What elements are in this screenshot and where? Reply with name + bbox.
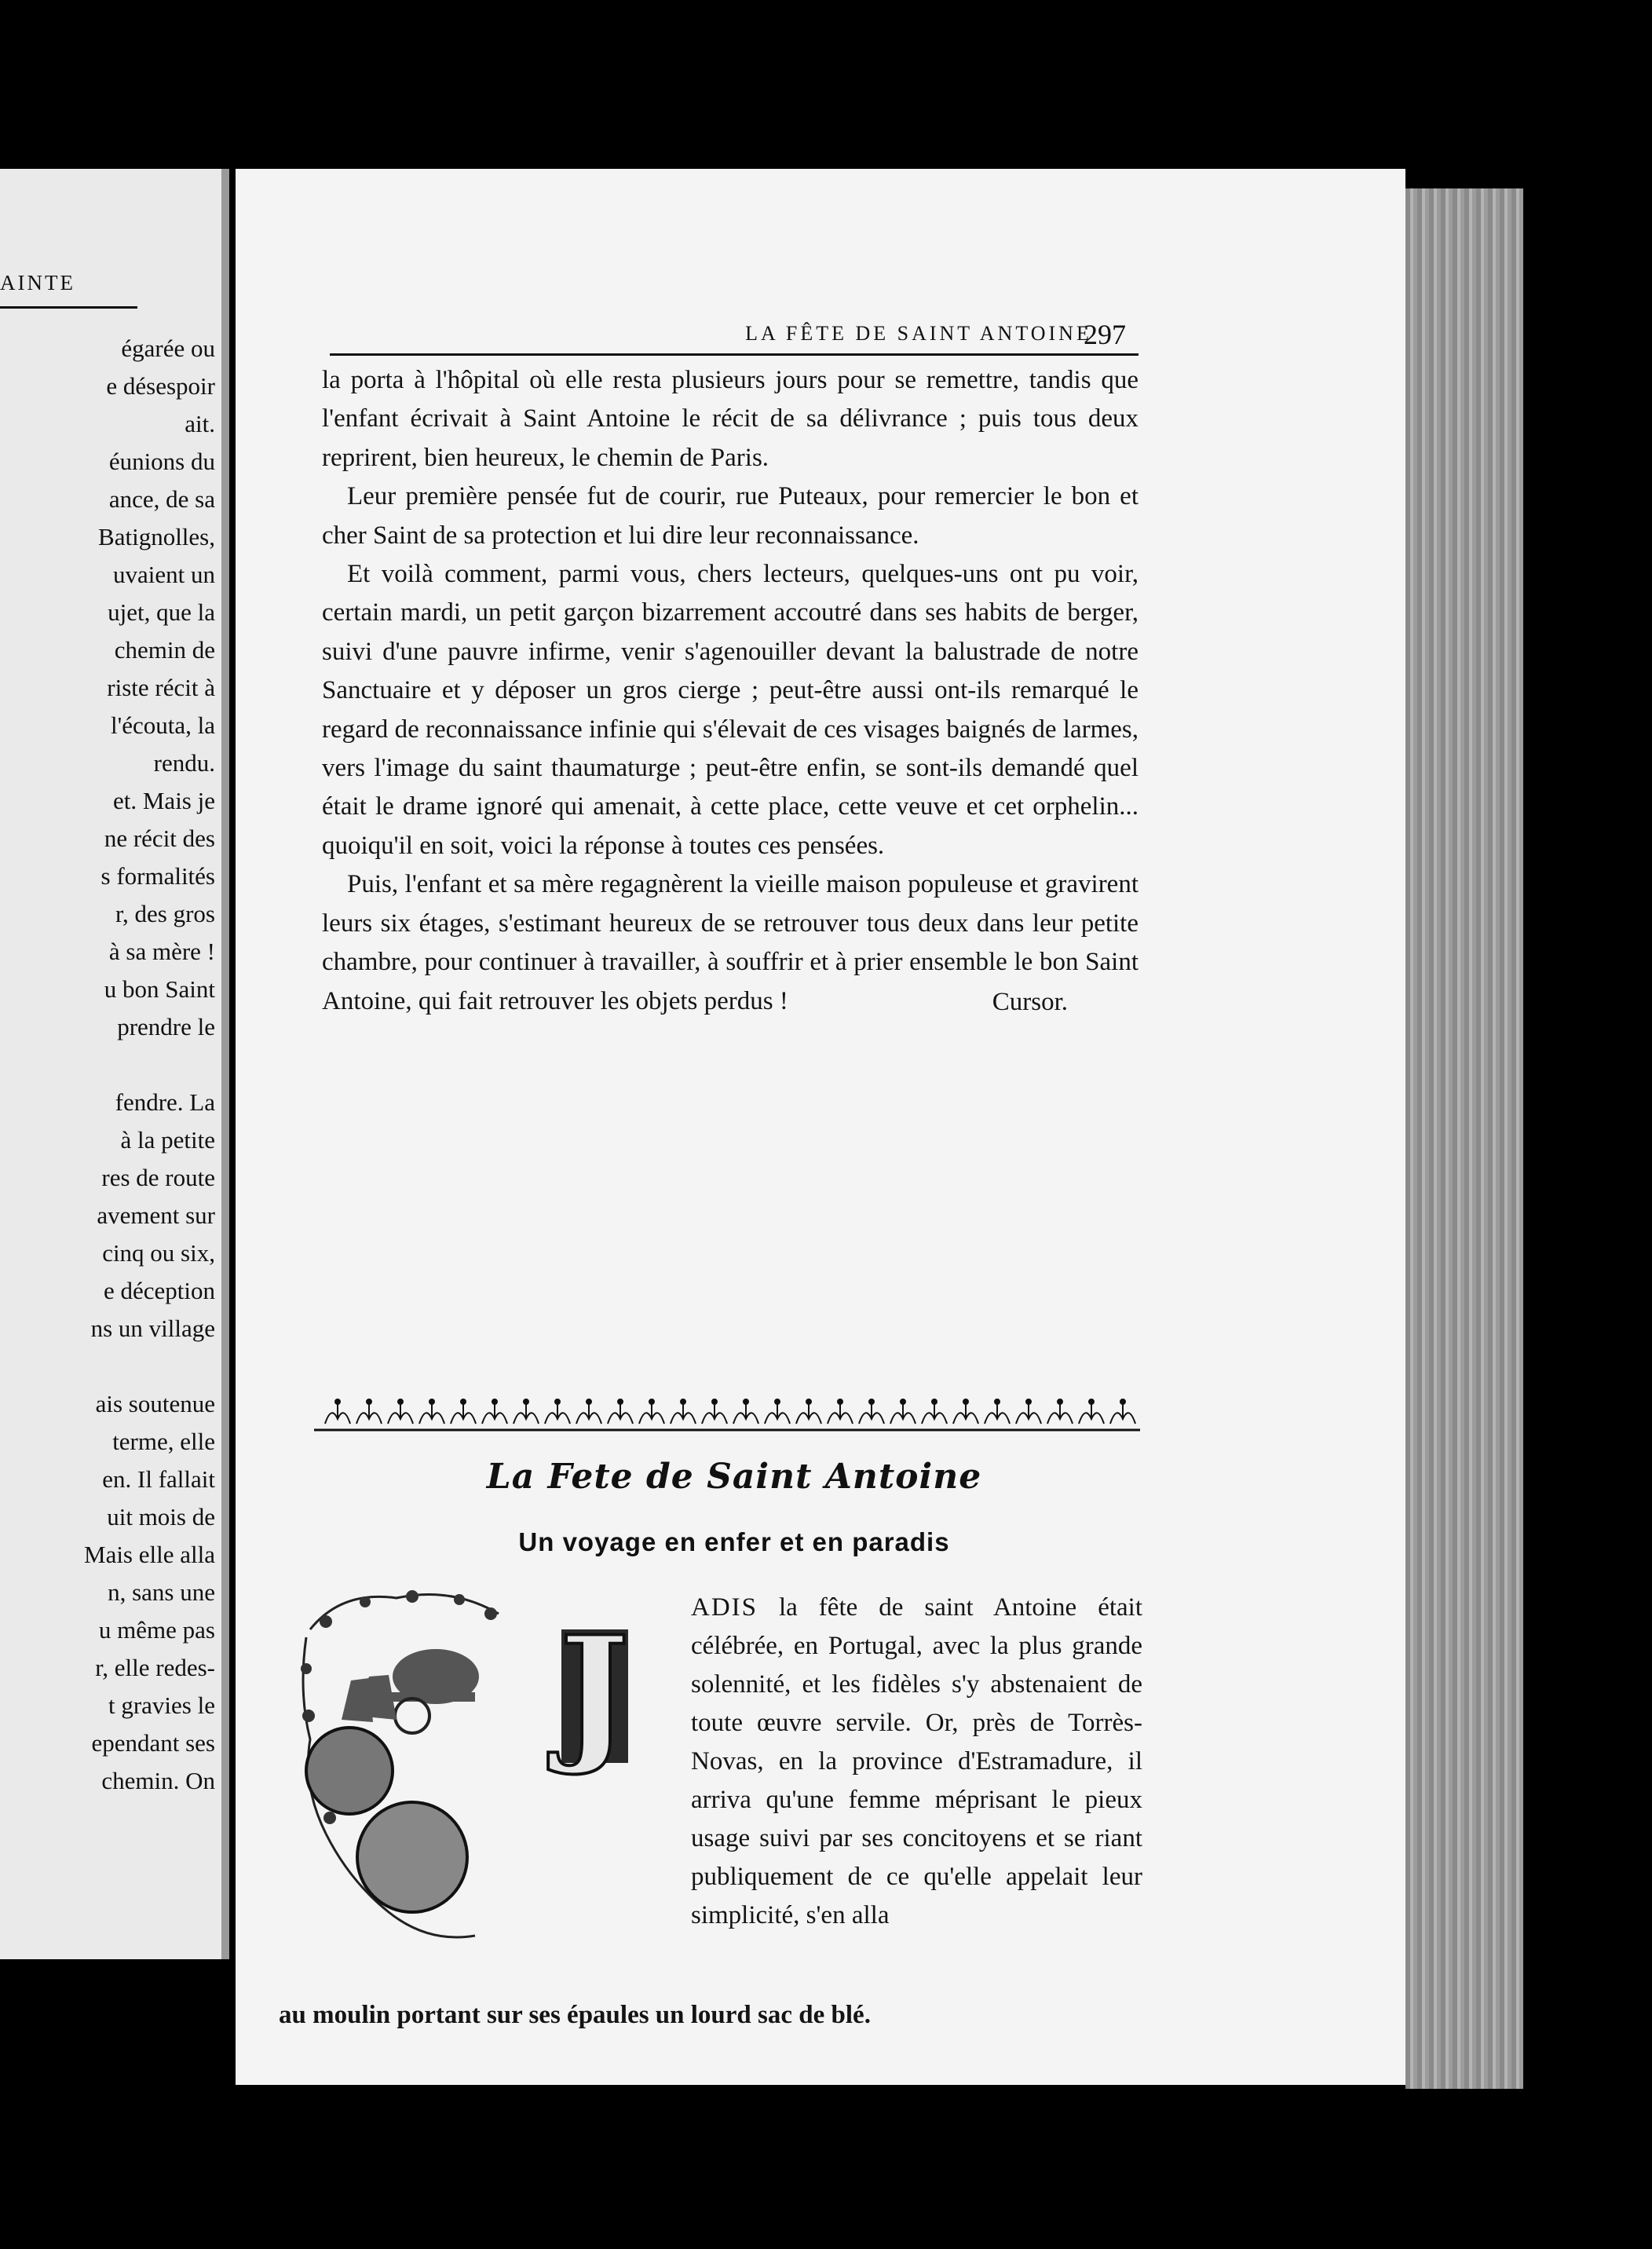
decorative-ornament-band xyxy=(314,1395,1140,1435)
ornament-motif xyxy=(482,1402,507,1424)
facing-page xyxy=(0,169,229,1959)
paragraph: Et voilà comment, parmi vous, chers lecteurs, quelques-uns ont pu voir, certain mardi, un petit garçon bizarrement accoutré dans ses habits de berger, suivi d'une pauvre infirme, venir s'agenouiller devant la balustrade de notre Sanctuaire et y déposer un gros cierge ; peut-être aussi ont-ils remarqué le regard de reconnaissance infinie qui s'élevait de ces visages baignés de larmes, vers l'image du saint thaumaturge ; peut-être enfin, se sont-ils demandé quel était le drame ignoré qui amenait, à cette place, cette veuve et cet orphelin... quoiqu'il en soit, voici la réponse à toutes ces pensées. xyxy=(322,560,1138,860)
facing-page-line: t gravies le xyxy=(108,1691,215,1719)
ornament-dot xyxy=(335,1399,340,1404)
facing-page-line: chemin. On xyxy=(101,1767,215,1794)
ornament-dot xyxy=(1120,1399,1125,1404)
ornament-dot xyxy=(838,1399,842,1404)
facing-page-line: s formalités xyxy=(101,862,215,890)
ornament-motif xyxy=(419,1402,444,1424)
ornament-dot xyxy=(932,1399,937,1404)
intro-last-line: au moulin portant sur ses épaules un lourd sac de blé. xyxy=(279,2001,871,2029)
ornament-dot xyxy=(461,1399,466,1404)
ornament-motif xyxy=(576,1402,601,1424)
ornament-dot xyxy=(524,1399,528,1404)
ornament-motif xyxy=(890,1402,916,1424)
ornament-motif xyxy=(388,1402,413,1424)
ornament-dot xyxy=(1058,1399,1062,1404)
facing-page-line: terme, elle xyxy=(112,1428,215,1455)
drop-cap-letter: J xyxy=(559,1604,630,1779)
ornament-dot xyxy=(429,1399,434,1404)
ornament-motif xyxy=(859,1402,884,1424)
facing-page-line: prendre le xyxy=(117,1013,215,1040)
ornament-dot xyxy=(367,1399,371,1404)
facing-page-line: u bon Saint xyxy=(104,975,215,1003)
ornament-dot xyxy=(963,1399,968,1404)
facing-page-line: égarée ou xyxy=(121,335,215,362)
facing-page-line: e déception xyxy=(103,1277,215,1304)
ornament-motif xyxy=(451,1402,476,1424)
ornament-dot xyxy=(806,1399,811,1404)
facing-page-running-head: AINTE xyxy=(0,271,75,294)
drop-cap-continuation: ADIS xyxy=(691,1593,758,1622)
ornament-motif xyxy=(545,1402,570,1424)
ornament-dot xyxy=(1026,1399,1031,1404)
facing-page-line: res de route xyxy=(101,1164,215,1191)
ornament-motif xyxy=(1047,1402,1073,1424)
ornament-motif xyxy=(702,1402,727,1424)
ornament-dot xyxy=(869,1399,874,1404)
section-intro-text xyxy=(691,1589,1142,1935)
ornament-motif xyxy=(1110,1402,1135,1424)
ornament-dot xyxy=(901,1399,905,1404)
ornament-dot xyxy=(775,1399,780,1404)
facing-page-line xyxy=(84,1046,215,1084)
ornament-motif xyxy=(953,1402,978,1424)
facing-page-line: éunions du xyxy=(108,448,215,475)
facing-page-line: avement sur xyxy=(97,1201,215,1229)
ornament-motif xyxy=(765,1402,790,1424)
ornament-dot xyxy=(587,1399,591,1404)
facing-page-line xyxy=(84,1348,215,1385)
ornament-motif xyxy=(514,1402,539,1424)
paragraph: Leur première pensée fut de courir, rue Puteaux, pour remercier le bon et cher Saint de sa protection et lui dire leur reconnaissance. xyxy=(322,482,1138,550)
facing-page-line: r, des gros xyxy=(115,900,215,927)
facing-page-line: e désespoir xyxy=(106,372,215,400)
author-signature: Cursor. xyxy=(992,987,1068,1016)
article-body xyxy=(322,361,1138,1021)
facing-page-line: à sa mère ! xyxy=(108,938,215,965)
ornament-dot xyxy=(492,1399,497,1404)
paragraph: la porta à l'hôpital où elle resta plusieurs jours pour se remettre, tandis que l'enfant écrivait à Saint Antoine le récit de sa délivrance ; puis tous deux reprirent, bien heureux, le chemin de Paris. xyxy=(322,366,1138,472)
illustrated-initial-image xyxy=(294,1582,718,1959)
facing-page-line: à la petite xyxy=(120,1126,215,1154)
ornament-motif xyxy=(796,1402,821,1424)
ornament-dot xyxy=(1089,1399,1094,1404)
facing-page-line: et. Mais je xyxy=(113,787,215,814)
ornament-dot xyxy=(649,1399,654,1404)
ornament-motif xyxy=(671,1402,696,1424)
ornament-motif xyxy=(1079,1402,1104,1424)
facing-page-rule xyxy=(0,306,137,309)
facing-page-line: ais soutenue xyxy=(95,1390,215,1417)
facing-page-line: fendre. La xyxy=(115,1088,215,1116)
facing-page-line: u même pas xyxy=(98,1616,215,1644)
facing-page-line: r, elle redes- xyxy=(95,1654,215,1681)
intro-paragraph: la fête de saint Antoine était célébrée, en Portugal, avec la plus grande solennité, et les fidèles s'y abstenaient de toute œuvre servile. Or, près de Torrès-Novas, en la province d'Estramadure, il arriva qu'une femme méprisant le pieux usage suivi par ses concitoyens et se riant publiquement de ce qu'elle appelait leur simplicité, s'en alla xyxy=(691,1593,1142,1929)
ornament-motif xyxy=(1016,1402,1041,1424)
facing-page-line: uit mois de xyxy=(107,1503,215,1530)
facing-page-line: en. Il fallait xyxy=(102,1465,215,1493)
facing-page-line: ns un village xyxy=(90,1315,215,1342)
facing-page-line: ne récit des xyxy=(104,825,215,852)
facing-page-line: n, sans une xyxy=(108,1578,215,1606)
ornament-motif xyxy=(985,1402,1010,1424)
ornament-motif xyxy=(922,1402,947,1424)
facing-page-line: ependant ses xyxy=(91,1729,215,1757)
facing-page-line: chemin de xyxy=(114,636,215,664)
facing-page-line: rendu. xyxy=(153,749,215,777)
facing-page-text xyxy=(84,330,215,1800)
ornament-motif xyxy=(608,1402,633,1424)
ornament-dot xyxy=(618,1399,623,1404)
ornament-motif xyxy=(733,1402,758,1424)
facing-page-line: Mais elle alla xyxy=(84,1541,215,1568)
page-number: 297 xyxy=(1084,319,1126,350)
ornament-dot xyxy=(555,1399,560,1404)
section-title: La Fete de Saint Antoine xyxy=(486,1457,982,1497)
facing-page-line: uvaient un xyxy=(113,561,215,588)
paragraph: Puis, l'enfant et sa mère regagnèrent la vieille maison populeuse et gravirent leurs six étages, s'estimant heureux de se retrouver tous deux dans leur petite chambre, pour continuer à travailler, à souffrir et à prier ensemble le bon Saint Antoine, qui fait retrouver les objets perdus ! xyxy=(322,870,1138,1015)
ornament-motif xyxy=(639,1402,664,1424)
running-head: LA FÊTE DE SAINT ANTOINE xyxy=(745,322,1092,345)
ornament-motif xyxy=(325,1402,350,1424)
facing-page-line: l'écouta, la xyxy=(111,711,215,739)
facing-page-line: Batignolles, xyxy=(98,523,215,550)
ornament-dot xyxy=(995,1399,1000,1404)
ornament-dot xyxy=(681,1399,685,1404)
ornament-motif xyxy=(828,1402,853,1424)
facing-page-line: ujet, que la xyxy=(108,598,215,626)
ornament-dot xyxy=(744,1399,748,1404)
section-subtitle: Un voyage en enfer et en paradis xyxy=(518,1527,950,1556)
facing-page-line: ance, de sa xyxy=(108,485,215,513)
ornament-dot xyxy=(712,1399,717,1404)
header-rule xyxy=(330,353,1138,356)
facing-page-line: cinq ou six, xyxy=(102,1239,215,1267)
facing-page-line: ait. xyxy=(185,410,215,437)
book-page xyxy=(236,169,1405,2085)
ornament-motif xyxy=(356,1402,382,1424)
page-edge xyxy=(1405,188,1523,2089)
facing-page-line: riste récit à xyxy=(107,674,215,701)
ornament-dot xyxy=(398,1399,403,1404)
